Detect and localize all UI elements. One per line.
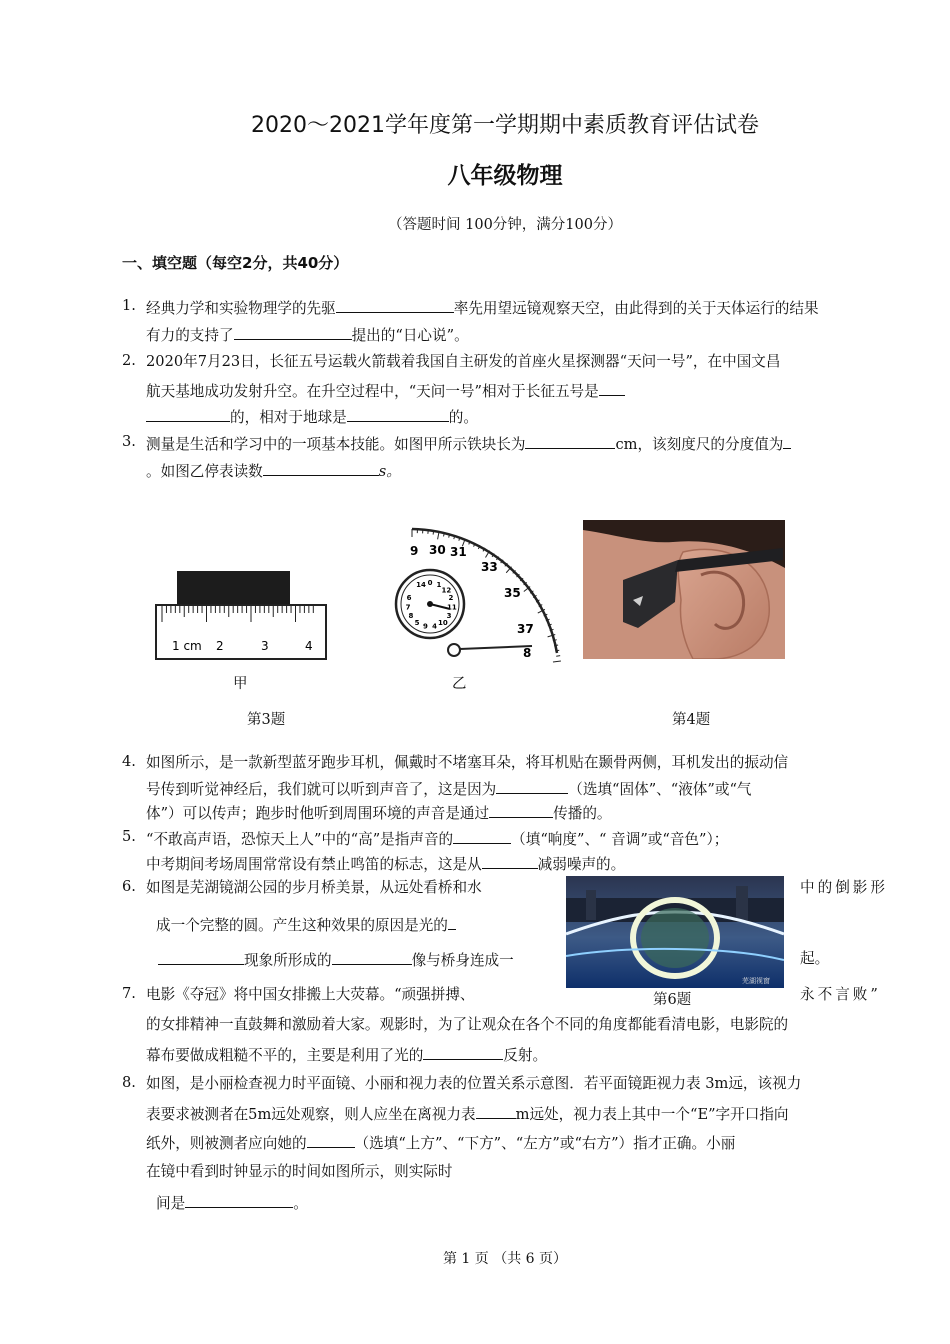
stopwatch-inner-label: 2 bbox=[448, 594, 454, 603]
bridge-photo bbox=[566, 876, 784, 988]
q3-line1: 测量是生活和学习中的一项基本技能。如图甲所示铁块长为 cm，该刻度尺的分度值为 bbox=[146, 433, 791, 455]
photo-building bbox=[586, 890, 596, 920]
sw-outer-33: 33 bbox=[481, 560, 498, 574]
stopwatch-pivot bbox=[448, 644, 460, 656]
q7-line2: 的女排精神一直鼓舞和激励着大家。观影时，为了让观众在各个不同的角度都能看清电影，电影院的 bbox=[146, 1016, 789, 1033]
stopwatch-inner-label: 5 bbox=[414, 618, 420, 627]
stopwatch-inner-label: 12 bbox=[441, 586, 452, 595]
figure-label-yi: 乙 bbox=[452, 676, 467, 692]
q4-blank2 bbox=[489, 802, 553, 818]
sw-outer-30: 30 bbox=[429, 543, 446, 557]
q6-line3: 现象所形成的 像与桥身连成一 bbox=[158, 949, 514, 971]
q5-line2: 中考期间考场周围常常设有禁止鸣笛的标志，这是从 减弱噪声的。 bbox=[146, 853, 625, 875]
q3-line2: 。如图乙停表读数 s。 bbox=[146, 460, 401, 482]
photo-ring-inner bbox=[641, 908, 709, 968]
q8-line5: 间是 。 bbox=[156, 1192, 308, 1214]
q6-blank1b bbox=[158, 949, 244, 965]
stopwatch-inner-label: 3 bbox=[446, 612, 452, 620]
stopwatch-outer-tick bbox=[553, 661, 561, 662]
q6-blank2 bbox=[332, 949, 412, 965]
ruler-figure bbox=[150, 568, 330, 664]
q1-line1: 经典力学和实验物理学的先驱 率先用望远镜观察天空，由此得到的关于天体运行的结果 bbox=[146, 297, 819, 319]
q2-line2: 航天基地成功发射升空。在升空过程中，“天问一号”相对于长征五号是 bbox=[146, 380, 625, 402]
sw-outer-31: 31 bbox=[450, 545, 467, 559]
caption-q3: 第3题 bbox=[247, 712, 286, 728]
q2-blank1b bbox=[146, 406, 230, 422]
caption-q4: 第4题 bbox=[672, 712, 711, 728]
ruler-label-1: 1 cm bbox=[172, 639, 202, 653]
stopwatch-second-hand bbox=[460, 646, 532, 649]
stopwatch-inner-label: 9 bbox=[422, 622, 428, 631]
section-heading: 一、填空题（每空2分，共40分） bbox=[122, 254, 349, 272]
q8-blank2 bbox=[307, 1132, 355, 1148]
sw-outer-8: 8 bbox=[523, 646, 532, 660]
stopwatch-figure bbox=[392, 523, 564, 663]
q1-blank1 bbox=[336, 297, 454, 313]
q8-number: 8. bbox=[122, 1074, 136, 1091]
stopwatch-inner-label: 7 bbox=[405, 603, 411, 612]
q4-blank1 bbox=[496, 778, 568, 794]
q2-line3: 的，相对于地球是 的。 bbox=[146, 406, 478, 428]
q6-line3-tail: 起。 bbox=[800, 950, 830, 967]
stopwatch-inner-label: 14 bbox=[416, 580, 426, 589]
photo-building bbox=[736, 886, 748, 920]
iron-block bbox=[177, 571, 290, 608]
q5-blank1 bbox=[453, 828, 511, 844]
q3-number: 3. bbox=[122, 433, 136, 450]
stopwatch-inner-label: 1 bbox=[436, 580, 442, 589]
q8-line3: 纸外，则被测者应向她的 （选填“上方”、“下方”、“左方”或“右方”）指才正确。小丽 bbox=[146, 1132, 735, 1154]
q7-blank1 bbox=[423, 1044, 503, 1060]
stopwatch-inner-label: 11 bbox=[447, 603, 457, 612]
q7-line3: 幕布要做成粗糙不平的，主要是利用了光的 反射。 bbox=[146, 1044, 547, 1066]
ruler-label-2: 2 bbox=[216, 639, 224, 653]
stopwatch-inner-label: 4 bbox=[432, 622, 438, 631]
q8-blank3 bbox=[185, 1192, 293, 1208]
q6-number: 6. bbox=[122, 878, 136, 895]
stopwatch-hub bbox=[427, 601, 433, 607]
q3-blank3 bbox=[263, 460, 379, 476]
q7-line1: 电影《夺冠》将中国女排搬上大荧幕。“顽强拼搏、 bbox=[146, 986, 475, 1003]
exam-note: （答题时间 100分钟，满分100分） bbox=[388, 217, 622, 233]
q3-blank1 bbox=[525, 433, 615, 449]
stopwatch-outer-tick bbox=[433, 531, 434, 535]
q4-line1: 如图所示，是一款新型蓝牙跑步耳机，佩戴时不堵塞耳朵，将耳机贴在颞骨两侧，耳机发出的振动信 bbox=[146, 754, 789, 771]
q4-line2: 号传到听觉神经后，我们就可以听到声音了，这是因为 （选填“固体”、“液体”或“气 bbox=[146, 778, 752, 800]
stopwatch-inner-label: 6 bbox=[406, 594, 412, 603]
exam-title: 2020～2021学年度第一学期期中素质教育评估试卷 bbox=[251, 113, 759, 138]
q5-blank2 bbox=[482, 853, 538, 869]
photo-watermark: 芜湖视窗 bbox=[742, 977, 770, 985]
caption-q6: 第6题 bbox=[653, 992, 692, 1008]
ruler-label-3: 3 bbox=[261, 639, 269, 653]
q1-blank2 bbox=[234, 324, 352, 340]
q7-number: 7. bbox=[122, 985, 136, 1002]
q4-number: 4. bbox=[122, 753, 136, 770]
q8-line2: 表要求被测者在5m远处观察，则人应坐在离视力表 m远处，视力表上其中一个“E”字开口指向 bbox=[146, 1103, 789, 1125]
q2-number: 2. bbox=[122, 352, 136, 369]
figure-label-jia: 甲 bbox=[233, 676, 248, 692]
ruler-label-4: 4 bbox=[305, 639, 313, 653]
sw-outer-35: 35 bbox=[504, 586, 521, 600]
stopwatch-inner-label: 10 bbox=[438, 618, 448, 627]
stopwatch-inner-label: 8 bbox=[408, 612, 414, 620]
q6-blank1a bbox=[448, 914, 456, 930]
exam-subtitle: 八年级物理 bbox=[447, 163, 563, 189]
q7-line1-tail: 永不言败” bbox=[800, 986, 881, 1003]
q6-line2: 成一个完整的圆。产生这种效果的原因是光的 bbox=[156, 914, 456, 936]
stopwatch-outer-tick bbox=[556, 656, 560, 657]
stopwatch-inner-label: 0 bbox=[427, 579, 433, 587]
q1-line2: 有力的支持了 提出的“日心说”。 bbox=[146, 324, 469, 346]
q6-line1-tail: 中的倒影形 bbox=[800, 879, 888, 896]
page-footer: 第 1 页 （共 6 页） bbox=[442, 1251, 568, 1267]
q3-blank2a bbox=[783, 433, 791, 449]
q8-blank1 bbox=[476, 1103, 516, 1119]
q2-blank1a bbox=[599, 380, 625, 396]
q6-line1: 如图是芜湖镜湖公园的步月桥美景，从远处看桥和水 bbox=[146, 879, 482, 896]
q8-line1: 如图，是小丽检查视力时平面镜、小丽和视力表的位置关系示意图．若平面镜距视力表 3m远，该视力 bbox=[146, 1075, 802, 1092]
q1-number: 1. bbox=[122, 297, 136, 314]
sw-outer-9: 9 bbox=[410, 544, 419, 558]
q2-blank2 bbox=[347, 406, 449, 422]
q5-line1: “不敢高声语，恐惊天上人”中的“高”是指声音的 （填“响度”、“ 音调”或“音色”）； bbox=[146, 828, 728, 850]
q2-line1: 2020年7月23日，长征五号运载火箭载着我国自主研发的首座火星探测器“天问一号”，在中国文昌 bbox=[146, 353, 781, 370]
sw-outer-37: 37 bbox=[517, 622, 534, 636]
q4-line3: 体”）可以传声；跑步时他听到周围环境的声音是通过 传播的。 bbox=[146, 802, 612, 824]
q5-number: 5. bbox=[122, 828, 136, 845]
earphone-photo bbox=[583, 520, 785, 659]
q8-line4: 在镜中看到时钟显示的时间如图所示，则实际时 bbox=[146, 1163, 453, 1180]
